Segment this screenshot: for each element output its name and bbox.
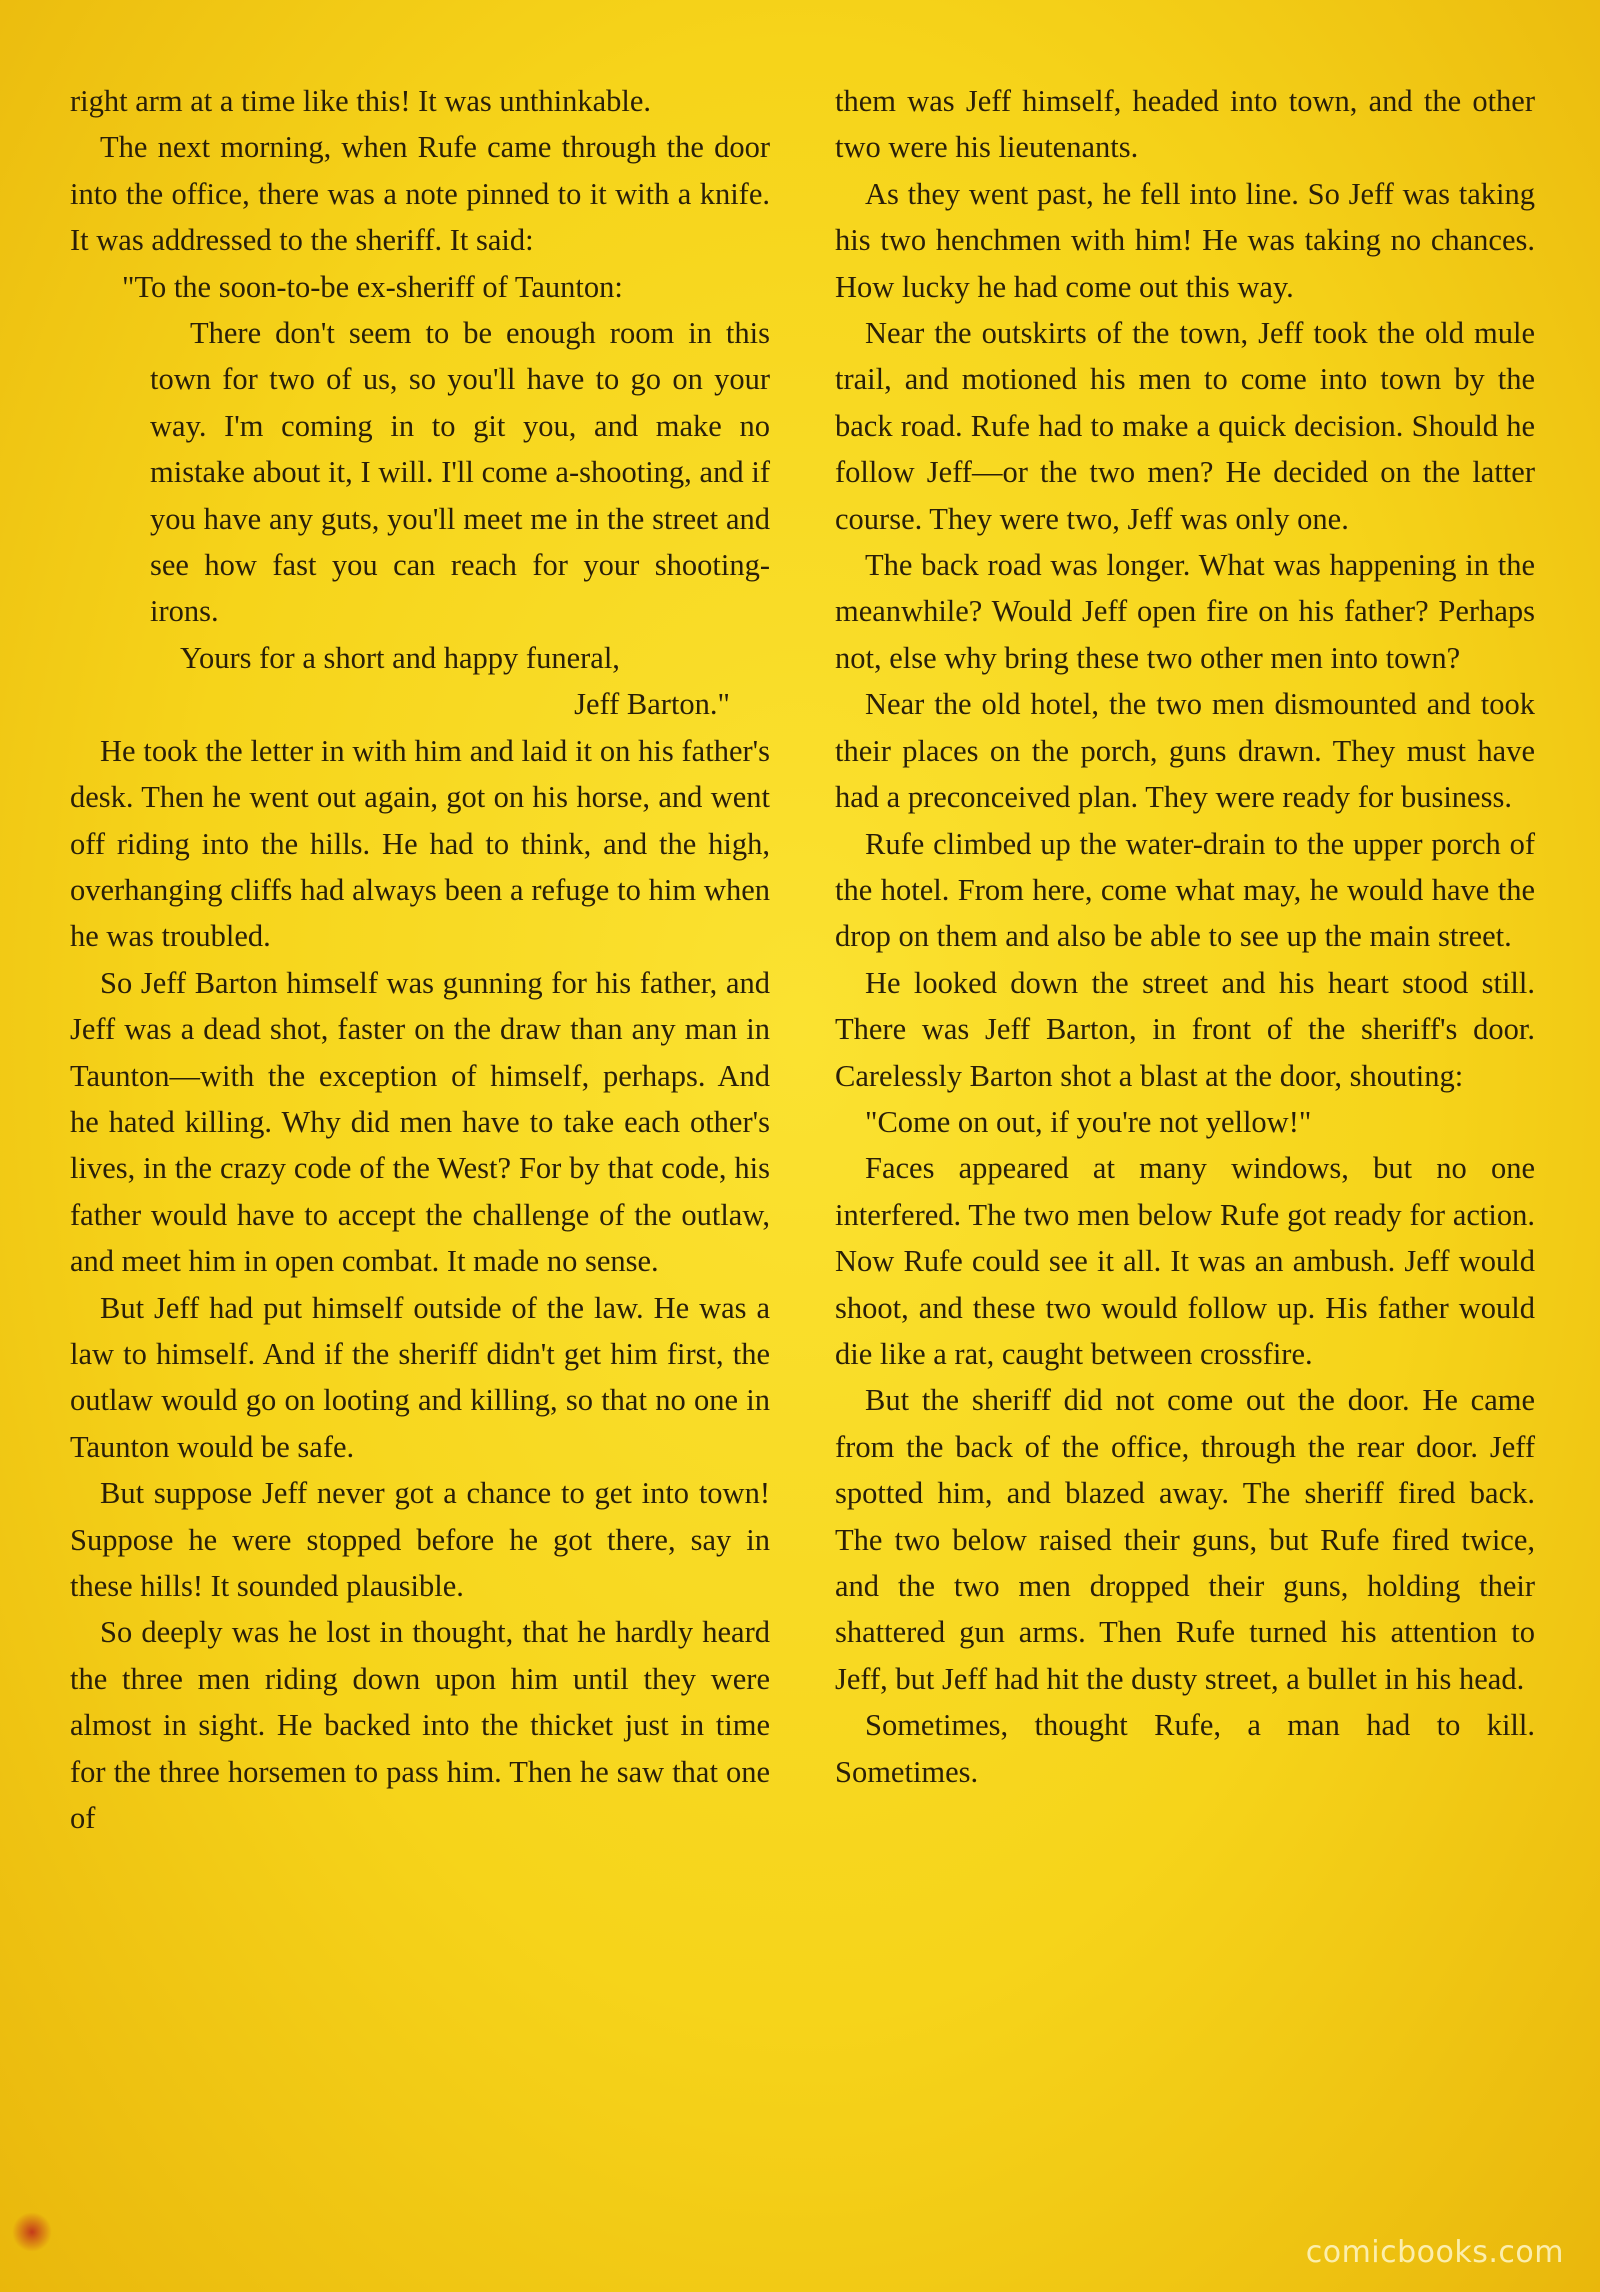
paragraph: So deeply was he lost in thought, that he hardly heard the three men riding down upon him until they were almost in sight. He backed into the thicket just in time for the three horsemen to pass him. Then he saw that one of — [70, 1615, 770, 1836]
paragraph: right arm at a time like this! It was unthinkable. — [70, 84, 652, 118]
paragraph: The back road was longer. What was happening in the meanwhile? Would Jeff open fire on his father? Perhaps not, else why bring these two other men into town? — [835, 548, 1535, 675]
paragraph: Sometimes, thought Rufe, a man had to kill. Sometimes. — [835, 1708, 1535, 1789]
paragraph: Near the outskirts of the town, Jeff took the old mule trail, and motioned his men to come into town by the back road. Rufe had to make a quick decision. Should he follow Jeff—or the two men? He decided on the latter course. They were two, Jeff was only one. — [835, 316, 1535, 536]
letter-salutation: "To the soon-to-be ex-sheriff of Taunton: — [122, 269, 623, 304]
paragraph: Rufe climbed up the water-drain to the upper porch of the hotel. From here, come what may, he would have the drop on them and also be able to see up the main street. — [835, 826, 1535, 954]
paragraph: As they went past, he fell into line. So Jeff was taking his two henchmen with him! He was taking no chances. How lucky he had come out this way. — [835, 176, 1535, 304]
paragraph: them was Jeff himself, headed into town, and the other two were his lieutenants. — [835, 84, 1535, 165]
dialogue-line: "Come on out, if you're not yellow!" — [865, 1104, 1312, 1139]
paragraph: Faces appeared at many windows, but no one interfered. The two men below Rufe got ready for action. Now Rufe could see it all. It was an ambush. Jeff would shoot, and these two would follow up. His father would die like a rat, caught between crossfire. — [835, 1151, 1535, 1371]
print-smudge — [12, 2212, 52, 2252]
right-column — [835, 78, 1535, 1795]
paragraph: He looked down the street and his heart stood still. There was Jeff Barton, in front of the sheriff's door. Carelessly Barton shot a blast at the door, shouting: — [835, 965, 1535, 1093]
paragraph: But the sheriff did not come out the door. He came from the back of the office, through the rear door. Jeff spotted him, and blazed away. The sheriff fired back. The two below raised their guns, but Rufe fired twice, and the two men dropped their guns, holding their shattered gun arms. Then Rufe turned his attention to Jeff, but Jeff had hit the dusty street, a bullet in his head. — [835, 1383, 1535, 1696]
letter-closing: Yours for a short and happy funeral, — [180, 640, 620, 675]
letter — [70, 264, 770, 728]
letter-body: There don't seem to be enough room in this town for two of us, so you'll have to go on your way. I'm coming in to git you, and make no mistake about it, I will. I'll come a-shooting, and if you have any guts, you'll meet me in the street and see how fast you can reach for your shooting-irons. — [150, 316, 770, 629]
left-column — [70, 78, 770, 1841]
paragraph: Near the old hotel, the two men dismounted and took their places on the porch, guns drawn. They must have had a preconceived plan. They were ready for business. — [835, 687, 1535, 815]
paragraph: He took the letter in with him and laid it on his father's desk. Then he went out again, got on his horse, and went off riding into the hills. He had to think, and the high, overhanging cliffs had always been a refuge to him when he was troubled. — [70, 733, 770, 954]
paragraph: But suppose Jeff never got a chance to get into town! Suppose he were stopped before he got there, say in these hills! It sounded plausible. — [70, 1476, 770, 1603]
letter-signature: Jeff Barton." — [574, 687, 730, 722]
paragraph: But Jeff had put himself outside of the law. He was a law to himself. And if the sheriff didn't get him first, the outlaw would go on looting and killing, so that no one in Taunton would be safe. — [70, 1290, 770, 1464]
paragraph: The next morning, when Rufe came through the door into the office, there was a note pinned to it with a knife. It was addressed to the sheriff. It said: — [70, 130, 770, 258]
paragraph: So Jeff Barton himself was gunning for his father, and Jeff was a dead shot, faster on the draw than any man in Taunton—with the exception of himself, perhaps. And he hated killing. Why did men have to take each other's lives, in the crazy code of the West? For by that code, his father would have to accept the challenge of the outlaw, and meet him in open combat. It made no sense. — [70, 965, 770, 1279]
watermark: comicbooks.com — [1305, 2235, 1564, 2270]
